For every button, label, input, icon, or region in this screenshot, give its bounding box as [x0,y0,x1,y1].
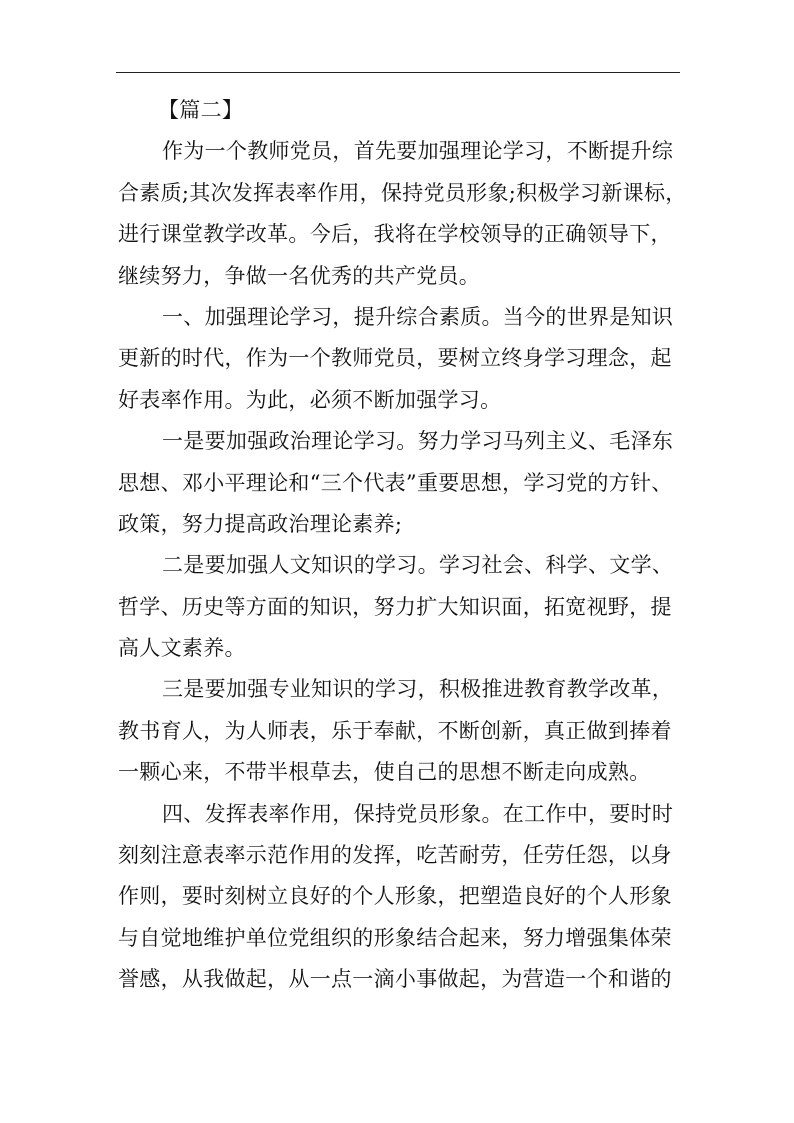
paragraph-line: 继续努力，争做一名优秀的共产党员。 [118,263,481,288]
paragraph-line: 政策，努力提高政治理论素养; [118,511,403,536]
paragraph-line: 一是要加强政治理论学习。努力学习马列主义、毛泽东 [162,429,674,454]
header-rule [116,72,680,73]
paragraph-line: 哲学、历史等方面的知识，努力扩大知识面，拓宽视野，提 [118,594,672,619]
paragraph-role-model [118,794,688,1001]
paragraph-line: 一颗心来，不带半根草去，使自己的思想不断走向成熟。 [118,760,651,785]
paragraph-line: 合素质;其次发挥表率作用，保持党员形象;积极学习新课标， [118,180,687,205]
section-heading: 【篇二】 [158,98,244,122]
paragraph-intro [118,131,688,297]
paragraph-line: 三是要加强专业知识的学习，积极推进教育教学改革， [162,677,674,702]
paragraph-line: 刻刻注意表率示范作用的发挥，吃苦耐劳，任劳任怨，以身 [118,843,672,868]
paragraph-line: 一、加强理论学习，提升综合素质。当今的世界是知识 [162,304,674,329]
paragraph-humanities [118,545,688,669]
paragraph-line: 好表率作用。为此，必须不断加强学习。 [118,387,502,412]
paragraph-line: 与自觉地维护单位党组织的形象结合起来，努力增强集体荣 [118,925,672,950]
paragraph-line: 誉感，从我做起，从一点一滴小事做起，为营造一个和谐的 [118,967,672,992]
paragraph-line: 进行课堂教学改革。今后，我将在学校领导的正确领导下， [118,222,672,247]
paragraph-line: 作则，要时刻树立良好的个人形象，把塑造良好的个人形象 [118,884,672,909]
paragraph-theory-study [118,297,688,421]
paragraph-line: 教书育人，为人师表，乐于奉献，不断创新，真正做到捧着 [118,718,672,743]
paragraph-line: 高人文素养。 [118,636,246,661]
document-body [118,90,688,1001]
paragraph-line: 更新的时代，作为一个教师党员，要树立终身学习理念，起 [118,346,672,371]
paragraph-professional [118,669,688,793]
paragraph-line: 思想、邓小平理论和“三个代表”重要思想，学习党的方针、 [118,470,673,495]
paragraph-line: 二是要加强人文知识的学习。学习社会、科学、文学、 [162,553,674,578]
paragraph-line: 四、发挥表率作用，保持党员形象。在工作中，要时时 [162,801,674,826]
paragraph-line: 作为一个教师党员，首先要加强理论学习，不断提升综 [162,139,674,164]
paragraph-political-theory [118,421,688,545]
